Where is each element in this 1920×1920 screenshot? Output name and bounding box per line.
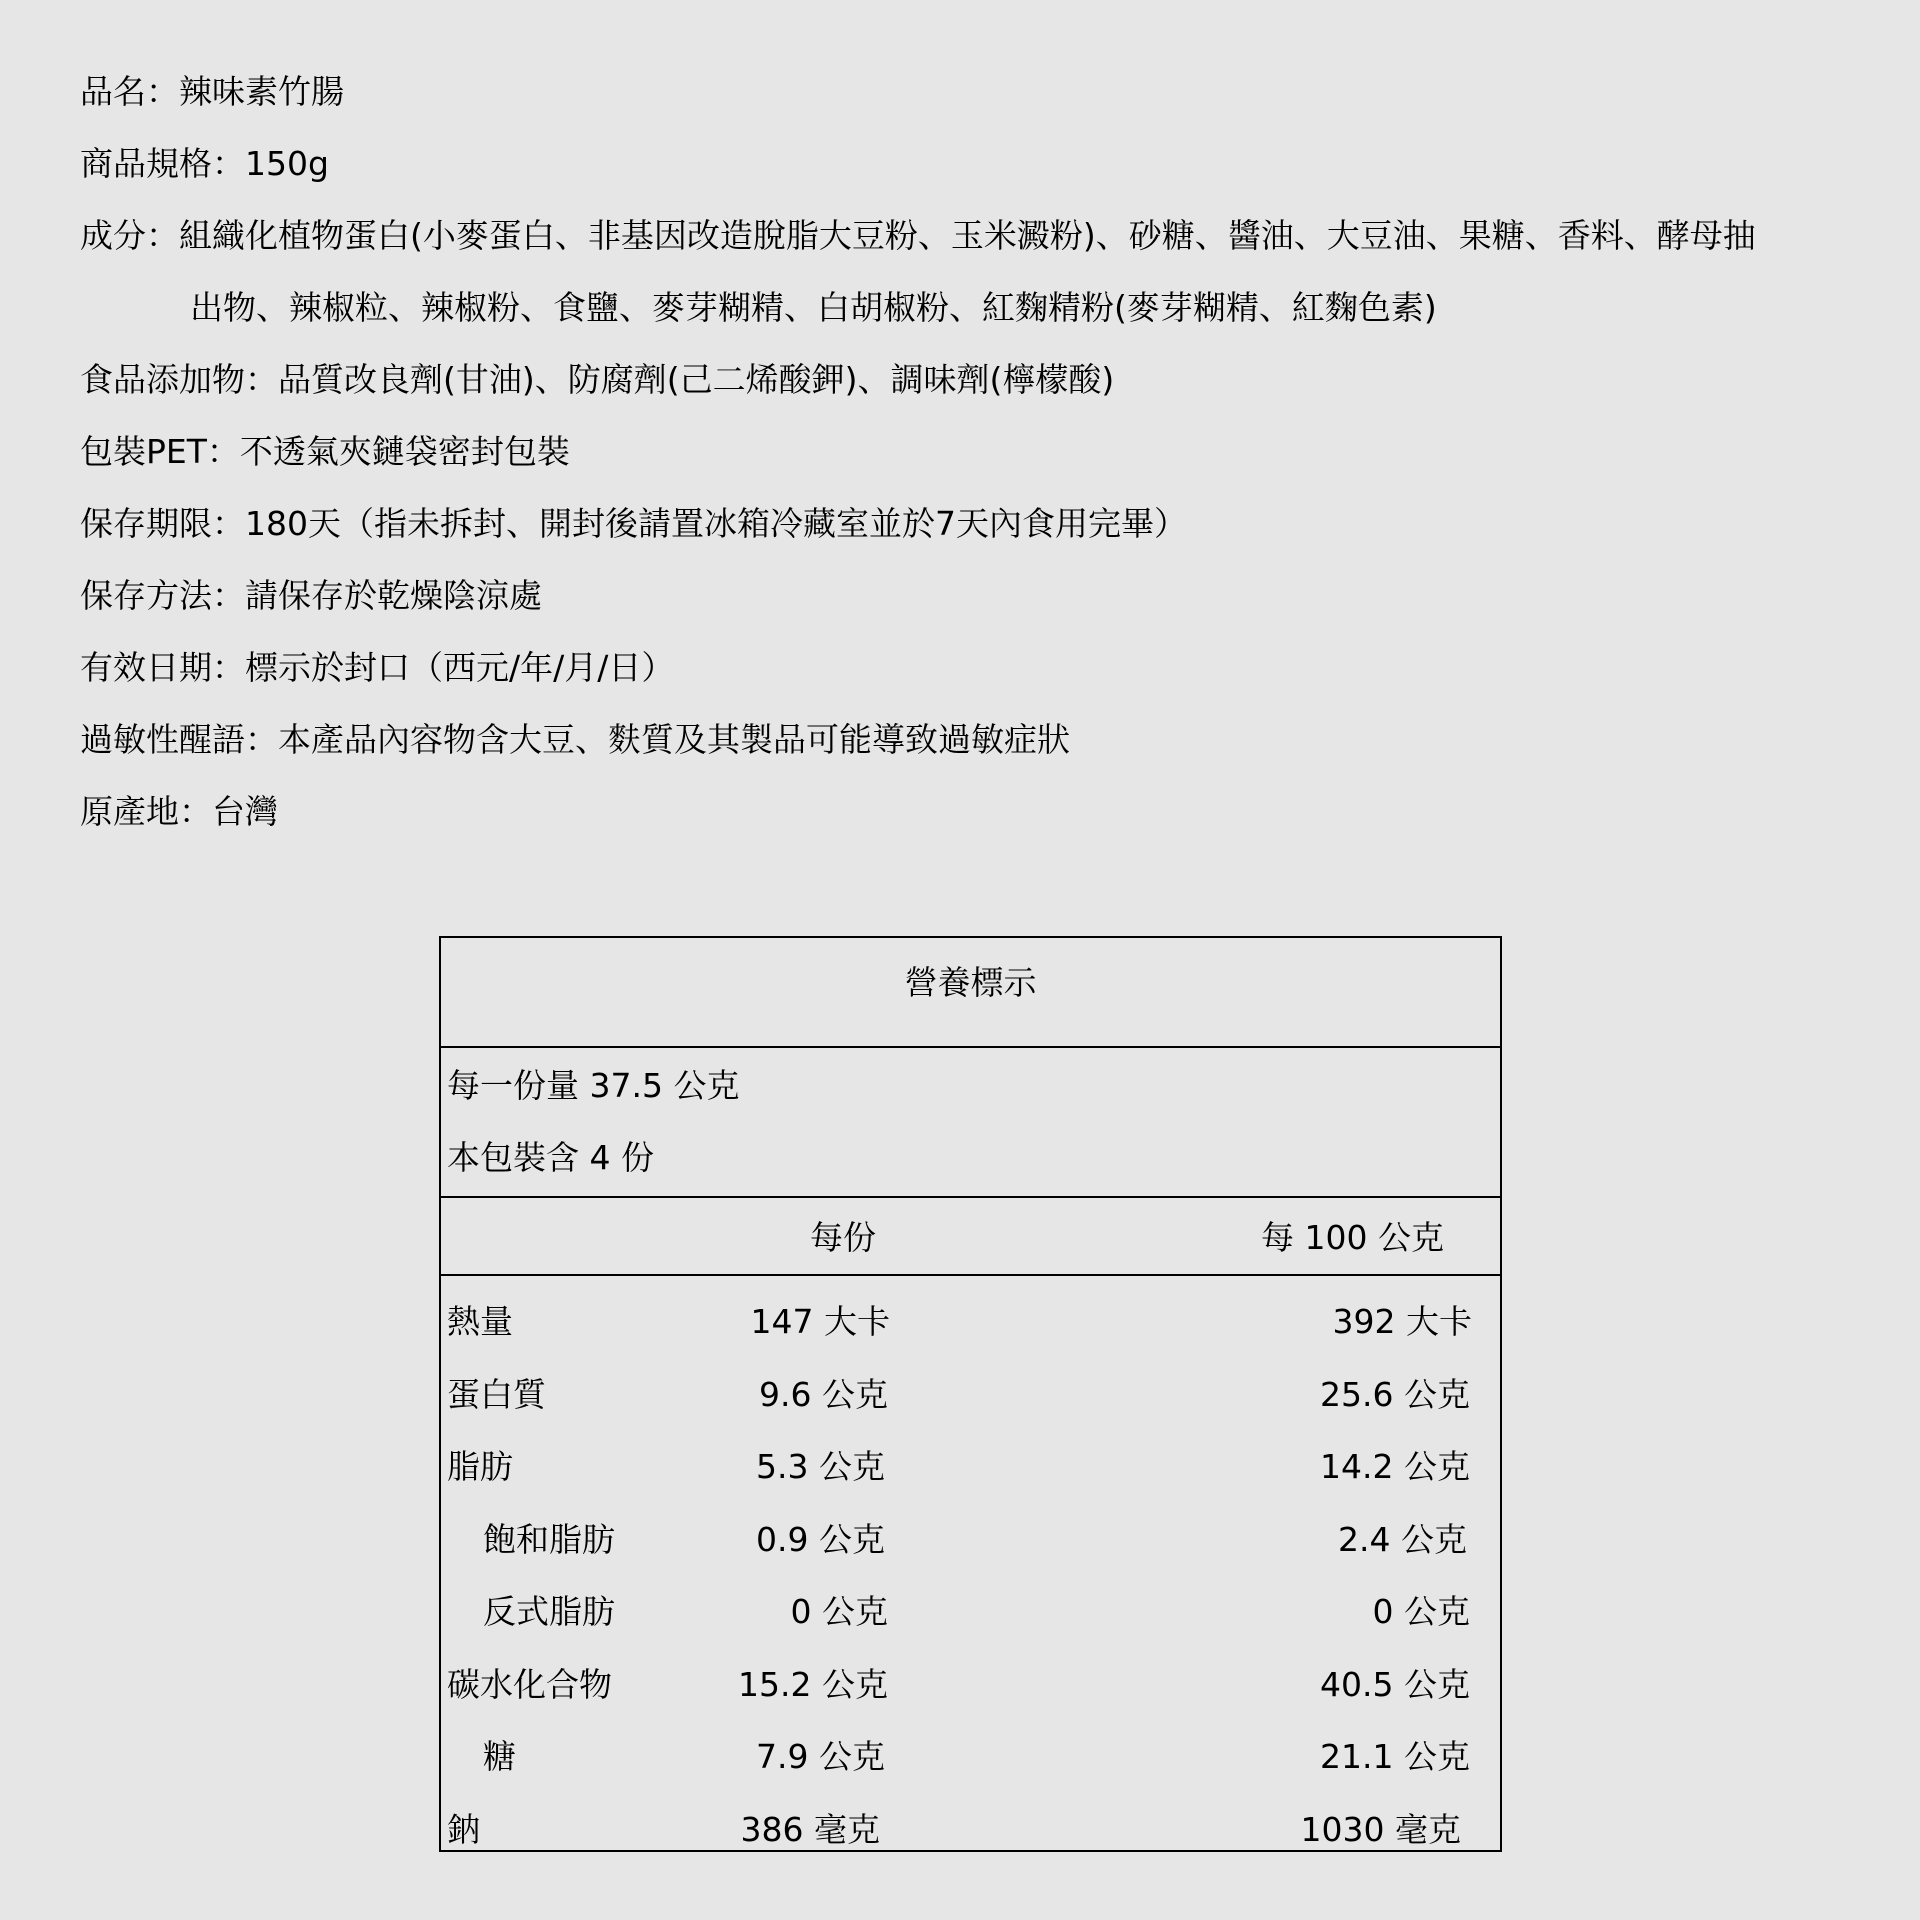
per-serving-value: 15.2 公克 xyxy=(738,1664,888,1704)
product-info xyxy=(80,56,1900,848)
ingredients-label: 成分： xyxy=(80,216,179,255)
per-100g-value: 0 公克 xyxy=(1372,1592,1470,1631)
spec-value: 150g xyxy=(245,144,329,183)
col-per-serving: 每份 xyxy=(810,1218,876,1257)
servings-per-pack: 本包裝含 4 份 xyxy=(447,1138,654,1177)
per-100g-value: 40.5 公克 xyxy=(1320,1664,1470,1704)
table-row xyxy=(441,1639,1500,1712)
ingredients-line xyxy=(80,200,1900,272)
nutrient-name: 鈉 xyxy=(447,1809,480,1849)
packaging-line xyxy=(80,416,1900,488)
nutrition-rows xyxy=(441,1276,1500,1856)
ingredients-text-1: 組織化植物蛋白(小麥蛋白、非基因改造脫脂大豆粉、玉米澱粉)、砂糖、醬油、大豆油、果糖、香料、酵母抽 xyxy=(179,216,1756,255)
shelf-life-label: 保存期限： xyxy=(80,504,245,543)
nutrient-name: 碳水化合物 xyxy=(447,1664,612,1704)
per-100g-value: 14.2 公克 xyxy=(1320,1447,1470,1486)
storage-label: 保存方法： xyxy=(80,576,245,615)
nutrient-name: 反式脂肪 xyxy=(483,1592,615,1631)
table-row xyxy=(441,1276,1500,1349)
nutrient-name: 脂肪 xyxy=(447,1447,513,1486)
allergen-value: 本產品內容物含大豆、麩質及其製品可能導致過敏症狀 xyxy=(278,720,1070,759)
allergen-label: 過敏性醒語： xyxy=(80,720,278,759)
storage-value: 請保存於乾燥陰涼處 xyxy=(245,576,542,615)
serving-size: 每一份量 37.5 公克 xyxy=(447,1066,740,1105)
per-100g-value: 25.6 公克 xyxy=(1320,1374,1470,1414)
product-name-line xyxy=(80,56,1900,128)
nutrient-name: 飽和脂肪 xyxy=(483,1519,615,1559)
additives-label: 食品添加物： xyxy=(80,360,278,399)
per-serving-value: 0.9 公克 xyxy=(756,1519,885,1559)
origin-label: 原產地： xyxy=(80,792,212,831)
packaging-label: 包裝PET： xyxy=(80,432,240,471)
per-100g-value: 21.1 公克 xyxy=(1320,1737,1470,1776)
nutrition-title: 營養標示 xyxy=(441,938,1500,1048)
expiry-line xyxy=(80,632,1900,704)
nutrient-name: 蛋白質 xyxy=(447,1374,546,1414)
origin-line xyxy=(80,776,1900,848)
product-name-label: 品名： xyxy=(80,72,179,111)
nutrient-name: 熱量 xyxy=(447,1302,513,1341)
nutrition-header xyxy=(441,1198,1500,1276)
per-serving-value: 386 毫克 xyxy=(740,1809,880,1849)
nutrition-table xyxy=(439,936,1502,1852)
table-row xyxy=(441,1784,1500,1857)
expiry-value: 標示於封口（西元/年/月/日） xyxy=(245,648,675,687)
per-serving-value: 147 大卡 xyxy=(750,1302,890,1341)
table-row xyxy=(441,1349,1500,1422)
spec-label: 商品規格： xyxy=(80,144,245,183)
additives-line xyxy=(80,344,1900,416)
per-serving-value: 7.9 公克 xyxy=(756,1737,885,1776)
serving-info xyxy=(441,1050,1500,1198)
shelf-life-line xyxy=(80,488,1900,560)
table-row xyxy=(441,1494,1500,1567)
per-serving-value: 5.3 公克 xyxy=(756,1447,885,1486)
table-row xyxy=(441,1711,1500,1784)
per-serving-value: 0 公克 xyxy=(790,1592,888,1631)
allergen-line xyxy=(80,704,1900,776)
per-serving-value: 9.6 公克 xyxy=(759,1374,888,1414)
expiry-label: 有效日期： xyxy=(80,648,245,687)
packaging-value: 不透氣夾鏈袋密封包裝 xyxy=(239,432,570,471)
additives-value: 品質改良劑(甘油)、防腐劑(己二烯酸鉀)、調味劑(檸檬酸) xyxy=(278,360,1115,399)
ingredients-text-2: 出物、辣椒粒、辣椒粉、食鹽、麥芽糊精、白胡椒粉、紅麴精粉(麥芽糊精、紅麴色素) xyxy=(190,288,1437,327)
table-row xyxy=(441,1566,1500,1639)
product-name: 辣味素竹腸 xyxy=(179,72,344,111)
per-100g-value: 1030 毫克 xyxy=(1300,1809,1461,1849)
per-100g-value: 392 大卡 xyxy=(1332,1302,1472,1341)
table-row xyxy=(441,1421,1500,1494)
per-100g-value: 2.4 公克 xyxy=(1338,1519,1467,1559)
col-per-100g: 每 100 公克 xyxy=(1261,1218,1444,1257)
origin-value: 台灣 xyxy=(212,792,278,831)
spec-line xyxy=(80,128,1900,200)
storage-line xyxy=(80,560,1900,632)
nutrient-name: 糖 xyxy=(483,1737,516,1776)
ingredients-line-2 xyxy=(80,272,1900,344)
shelf-life-value: 180天（指未拆封、開封後請置冰箱冷藏室並於7天內食用完畢） xyxy=(245,504,1187,543)
